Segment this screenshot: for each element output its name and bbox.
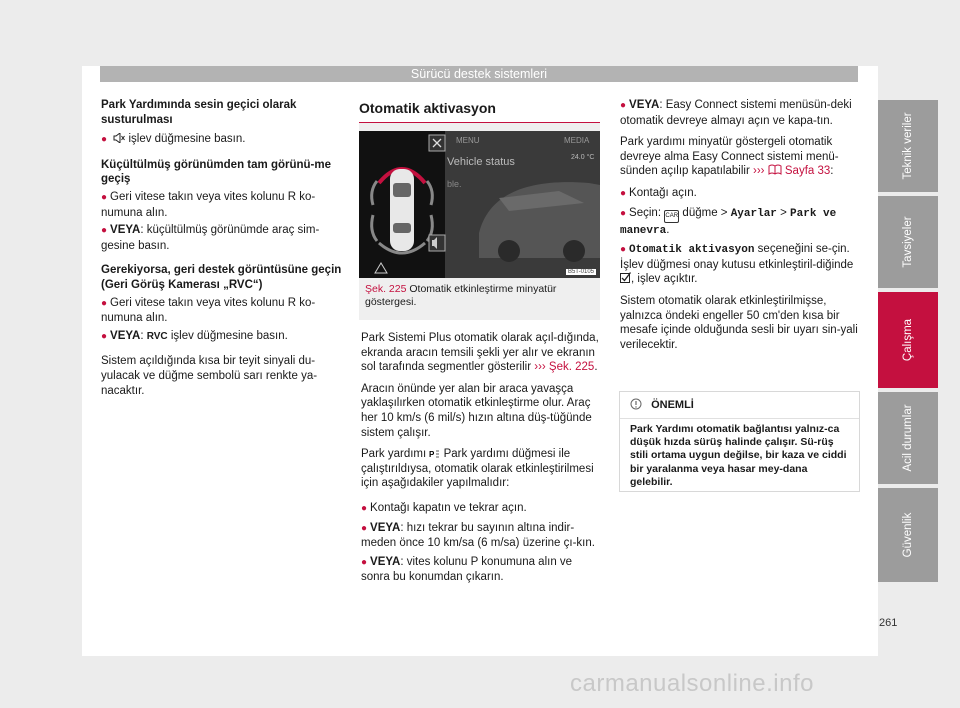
- option-auto-activation: Otomatik aktivasyon: [629, 244, 755, 257]
- paragraph-confirmation: Sistem açıldığında kısa bir teyit sinyali du-yulacak ve düğme sembolü sarı renkte ya-nacaktır.: [101, 355, 318, 397]
- tab-safety[interactable]: Güvenlik: [878, 488, 938, 582]
- paragraph-audible-warning: Sistem otomatik olarak etkinleştirilmişse, yalnızca öndeki engeller 50 cm'den kısa bir mesafe içinde olduğunda sesli bir uyarı sin-yali verilecektir.: [620, 294, 858, 351]
- figure-225: [359, 123, 600, 320]
- screen-partial-text: ble.: [447, 179, 462, 189]
- menu-path-park: Park ve manevra: [620, 207, 837, 237]
- screen-temp: 24.0 °C: [571, 154, 595, 161]
- screen-illustration: [359, 123, 600, 278]
- figure-link[interactable]: ››› Şek. 225: [534, 361, 595, 374]
- bullet-icon: ●: [620, 207, 627, 219]
- bullet-speed: ● VEYA: hızı tekrar bu sayının altına indir-meden önce 10 km/sa (6 m/sa) üzerine çı-kın.: [361, 521, 595, 550]
- section-title: Otomatik aktivasyon: [359, 100, 600, 123]
- tab-technical-data[interactable]: Teknik veriler: [878, 100, 938, 192]
- watermark: carmanualsonline.info: [570, 670, 814, 697]
- bullet-select: ● Seçin: CAR düğme > Ayarlar > Park ve manevra.: [620, 206, 837, 237]
- rvc-icon: RVC: [146, 330, 168, 342]
- bullet-icon: ●: [101, 297, 108, 309]
- bullet-icon: ●: [101, 134, 108, 146]
- paragraph-auto-display: Park Sistemi Plus otomatik olarak açıl-dığında, ekranda aracın temsili şekli yer alır ve ekranın sol tarafında segmentler gösterilir ››› Şek. 225.: [361, 332, 599, 374]
- bullet-icon: ●: [101, 191, 108, 203]
- heading-full-view: Küçültülmüş görünümden tam görünü-me geçiş: [101, 158, 331, 186]
- screen-menu-label: MENU: [456, 136, 480, 145]
- svg-text:P: P: [429, 450, 435, 459]
- caption-label: Şek. 225: [365, 283, 407, 295]
- bullet-icon: ●: [361, 522, 368, 534]
- tab-operation[interactable]: Çalışma: [878, 292, 938, 388]
- warning-header: [620, 392, 859, 419]
- screen-media-label: MEDIA: [564, 136, 590, 145]
- bullet-icon: ●: [101, 225, 108, 237]
- warning-title: ÖNEMLİ: [651, 399, 694, 411]
- page-link[interactable]: ››› Sayfa 33: [752, 165, 831, 178]
- bullet-icon: ●: [361, 556, 368, 568]
- tab-emergencies[interactable]: Acil durumlar: [878, 392, 938, 484]
- bullet-reverse-gear: ● Geri vitese takın veya vites kolunu R ko-numuna alın.: [101, 190, 316, 219]
- caption-text: Otomatik etkinleştirme minyatür göstergesi.: [365, 283, 557, 308]
- bullet-icon: ●: [361, 502, 368, 514]
- bullet-easy-connect: ● VEYA: Easy Connect sistemi menüsün-deki otomatik devreye almayı açın ve kapa-tın.: [620, 99, 852, 127]
- bullet-ignition: ● Kontağı kapatın ve tekrar açın.: [361, 501, 527, 514]
- figure-caption: [365, 283, 597, 309]
- bullet-auto-option: ● Otomatik aktivasyon seçeneğini se-çin. İşlev düğmesi onay kutusu etkinleştiril-diğinde , işlev açıktır.: [620, 243, 854, 286]
- tab-recommendations[interactable]: Tavsiyeler: [878, 196, 938, 288]
- checkbox-icon: [620, 272, 631, 283]
- bullet-icon: ●: [620, 244, 627, 256]
- bullet-gear-p: ● VEYA: vites kolunu P konumuna alın ve sonra bu konumdan çıkarın.: [361, 555, 573, 584]
- mute-speaker-icon: [113, 133, 125, 143]
- paragraph-activation: Aracın önünde yer alan bir araca yavaşça yaklaşılırken otomatik etkinleştirme olur. Araç her 10 km/s (6 mil/s) hızın altına düş-tüğünde sistem çalışır.: [361, 382, 592, 439]
- bullet-icon: ●: [620, 100, 627, 111]
- middle-column: [361, 331, 601, 585]
- bullet-ignition-on: ● Kontağı açın.: [620, 186, 697, 199]
- left-column: [101, 98, 343, 398]
- bullet-car-symbol: ● VEYA: küçültülmüş görünümde araç sim-gesine basın.: [101, 224, 320, 252]
- warning-text: Park Yardımı otomatik bağlantısı yalnız-ca düşük hızda sürüş halinde çalışır. Sü-rüş stili ortama uygun değilse, bir kaza ve ciddi bir yaralanma veya hasar mey-dana gelebilir.: [630, 423, 847, 488]
- paragraph-menu-toggle: Park yardımı minyatür göstergeli otomatik devreye alma Easy Connect sistemi menü-sünden açılıp kapatılabilir ››› Sayfa 33:: [620, 136, 839, 178]
- heading-mute: Park Yardımında sesin geçici olarak susturulması: [101, 99, 297, 126]
- car-button-icon: CAR: [664, 210, 679, 223]
- bullet-mute: ● işlev düğmesine basın.: [101, 133, 246, 146]
- bullet-rvc-button: ● VEYA: RVC işlev düğmesine basın.: [101, 329, 288, 342]
- page-header: Sürücü destek sistemleri: [100, 66, 858, 82]
- bullet-icon: ●: [101, 330, 108, 342]
- figure-code: B5T-0105: [567, 269, 594, 275]
- bullet-reverse-gear-2: ● Geri vitese takın veya vites kolunu R ko-numuna alın.: [101, 296, 316, 325]
- menu-path-settings: Ayarlar: [730, 207, 777, 220]
- heading-rvc: Gerekiyorsa, geri destek görüntüsüne geçin (Geri Görüş Kamerası „RVC“): [101, 264, 342, 291]
- warning-box: [619, 391, 860, 492]
- book-icon: [768, 164, 782, 175]
- bullet-icon: ●: [620, 187, 627, 199]
- warning-icon: [630, 398, 642, 410]
- paragraph-park-button: Park yardımı P Park yardımı düğmesi ile çalıştırıldıysa, otomatik olarak etkinleştirilmesi için aşağıdakiler yapılmalıdır:: [361, 448, 594, 490]
- park-assist-icon: [429, 449, 440, 458]
- page-number: 261: [879, 617, 898, 629]
- right-column: [620, 98, 860, 352]
- screen-title: Vehicle status: [447, 156, 515, 168]
